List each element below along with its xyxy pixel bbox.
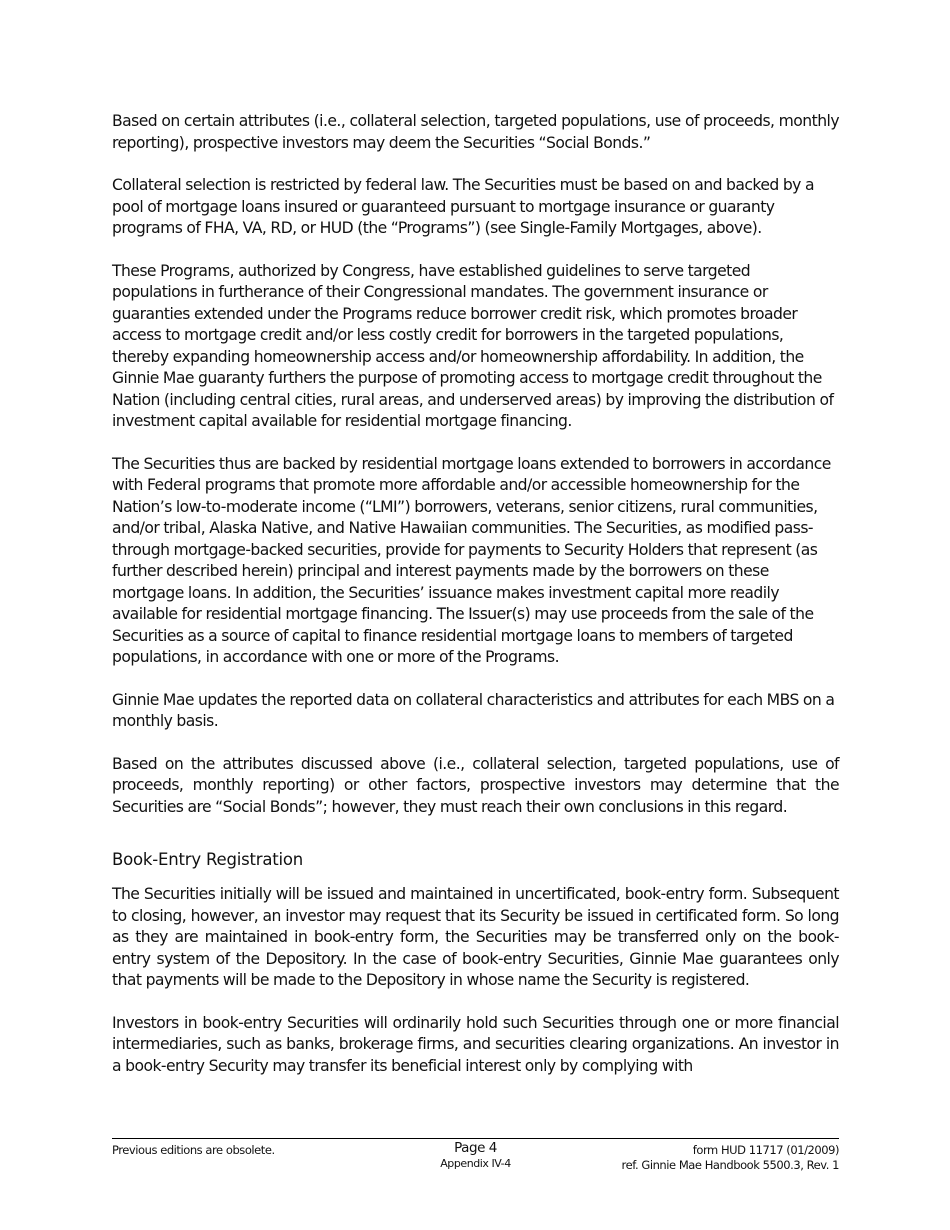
paragraph-investors-book-entry: Investors in book-entry Securities will ordinarily hold such Securities through one or more financial intermediaries, such as banks, brokerage firms, and securities clearing organizations. An investor in a book-entry Security may transfer its beneficial interest only by complying with [112,1013,839,1075]
page-footer [112,1138,839,1172]
paragraph-programs: These Programs, authorized by Congress, have established guidelines to serve targeted populations in furtherance of their Congressional mandates. The government insurance or guaranties extended under the Programs reduce borrower credit risk, which promotes broader access to mortgage credit and/or less costly credit for borrowers in the targeted populations, thereby expanding homeownership access and/or homeownership affordability. In addition, the Ginnie Mae guaranty furthers the purpose of promoting access to mortgage credit throughout the Nation (including central cities, rural areas, and underserved areas) by improving the distribution of investment capital available for residential mortgage financing. [112,261,834,430]
footer-handbook-ref: ref. Ginnie Mae Handbook 5500.3, Rev. 1 [621,1158,839,1172]
section-heading-book-entry: Book-Entry Registration [112,850,304,869]
paragraph-securities-backing: The Securities thus are backed by residential mortgage loans extended to borrowers in accordance with Federal programs that promote more affordable and/or accessible homeownership for the Nation’s low-to-moderate income (“LMI”) borrowers, veterans, senior citizens, rural communities, and/or tribal, Alaska Native, and Native Hawaiian communities. The Securities, as modified pass-through mortgage-backed securities, provide for payments to Security Holders that represent (as further described herein) principal and interest payments made by the borrowers on these mortgage loans. In addition, the Securities’ issuance makes investment capital more readily available for residential mortgage financing. The Issuer(s) may use proceeds from the sale of the Securities as a source of capital to finance residential mortgage loans to members of targeted populations, in accordance with one or more of the Programs. [112,454,831,666]
footer-obsolete-notice: Previous editions are obsolete. [112,1143,275,1157]
paragraph-social-bonds-intro: Based on certain attributes (i.e., collateral selection, targeted populations, use of proceeds, monthly reporting), prospective investors may deem the Securities “Social Bonds.” [112,112,839,152]
footer-appendix: Appendix IV-4 [440,1157,511,1170]
paragraph-book-entry-form: The Securities initially will be issued and maintained in uncertificated, book-entry form. Subsequent to closing, however, an investor may request that its Security be issued in certificated form. So long as they are maintained in book-entry form, the Securities may be transferred only on the book-entry system of the Depository. In the case of book-entry Securities, Ginnie Mae guarantees only that payments will be made to the Depository in whose name the Security is registered. [112,885,839,989]
paragraph-monthly-updates: Ginnie Mae updates the reported data on collateral characteristics and attributes for each MBS on a monthly basis. [112,690,835,730]
footer-page-number: Page 4 [454,1140,497,1156]
footer-form-number: form HUD 11717 (01/2009) [692,1143,839,1157]
paragraph-collateral-selection: Collateral selection is restricted by federal law. The Securities must be based on and backed by a pool of mortgage loans insured or guaranteed pursuant to mortgage insurance or guaranty programs of FHA, VA, RD, or HUD (the “Programs”) (see Single-Family Mortgages, above). [112,176,814,237]
document-body [112,111,839,1098]
footer-form-reference [622,1143,839,1173]
paragraph-social-bonds-conclusion: Based on the attributes discussed above (i.e., collateral selection, targeted populations, use of proceeds, monthly reporting) or other factors, prospective investors may determine that the Securities are “Social Bonds”; however, they must reach their own conclusions in this regard. [112,754,839,816]
